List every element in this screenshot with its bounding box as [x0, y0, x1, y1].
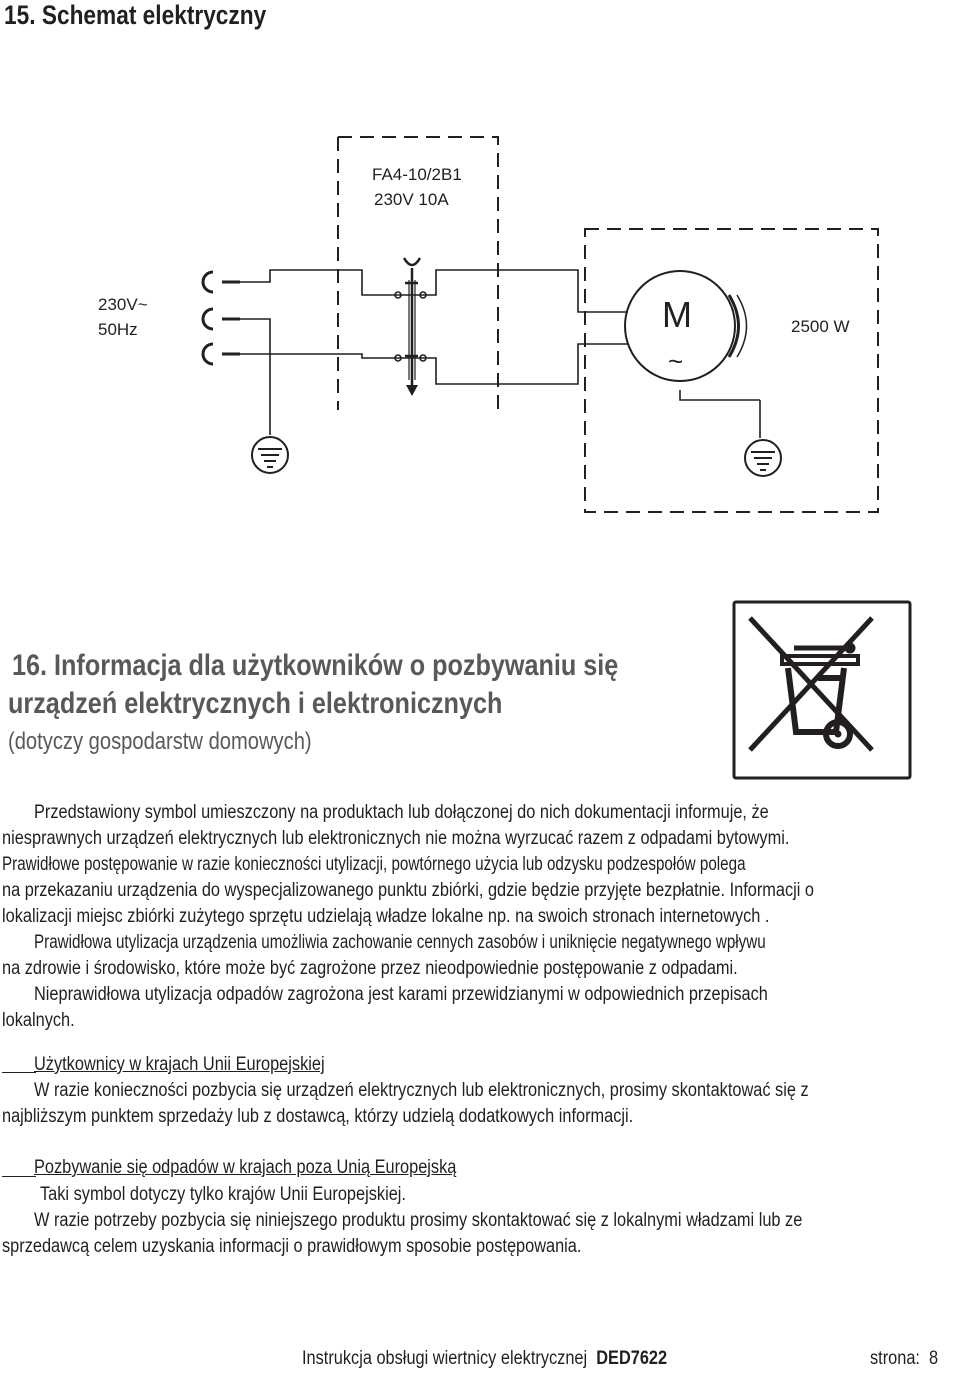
switch-actuator — [404, 258, 420, 385]
footer-manual-title — [302, 1348, 667, 1370]
footer-manual-title-text: Instrukcja obsługi wiertnicy elektrycznej — [302, 1348, 588, 1369]
para1-line3: Prawidłowe postępowanie w razie konieczności utylizacji, powtórnego użycia lub odzysku podzespołów polega — [2, 854, 746, 875]
eu-users-heading: Użytkownicy w krajach Unii Europejskiej — [34, 1054, 325, 1075]
non-eu-line1: Taki symbol dotyczy tylko krajów Unii Europejskiej. — [40, 1184, 406, 1205]
para1-line2: niesprawnych urządzeń elektrycznych lub elektronicznych nie można wyrzucać razem z odpadami bytowymi. — [2, 828, 790, 849]
para3-line2: lokalnych. — [2, 1010, 75, 1031]
plug-icon — [203, 272, 240, 364]
section-16-subtitle: (dotyczy gospodarstw domowych) — [8, 728, 312, 755]
non-eu-line2: W razie potrzeby pozbycia się niniejszego produktu prosimy skontaktować się z lokalnymi władzami lub ze — [34, 1210, 803, 1231]
breaker-model: FA4-10/2B1 — [372, 165, 462, 184]
para1-line4: na przekazaniu urządzenia do wyspecjalizowanego punktu zbiórki, gdzie będzie przyjęte bezpłatnie. Informacji o — [2, 880, 815, 901]
para3-line1: Nieprawidłowa utylizacja odpadów zagrożona jest karami przewidzianymi w odpowiednich przepisach — [34, 984, 768, 1005]
footer-page-label: strona: — [870, 1348, 920, 1369]
non-eu-line3: sprzedawcą celem uzyskania informacji o prawidłowym sposobie postępowania. — [2, 1236, 582, 1257]
para2-line1: Prawidłowa utylizacja urządzenia umożliwia zachowanie cennych zasobów i uniknięcie negatywnego wpływu — [34, 932, 766, 953]
footer-page — [870, 1348, 938, 1370]
non-eu-heading: Pozbywanie się odpadów w krajach poza Unią Europejską — [34, 1157, 457, 1178]
eu-users-line2: najbliższym punktem sprzedaży lub z dostawcą, którzy udzielą dodatkowych informacji. — [2, 1106, 634, 1127]
crossed-out-wheelie-bin-icon — [732, 600, 912, 780]
ground-icon — [745, 440, 781, 476]
breaker-rating: 230V 10A — [374, 190, 449, 209]
footer-model: DED7622 — [596, 1348, 668, 1369]
para1-line1: Przedstawiony symbol umieszczony na produktach lub dołączonej do nich dokumentacji informuje, że — [34, 802, 769, 823]
motor-letter: M — [662, 294, 692, 335]
para1-line5: lokalizacji miejsc zbiórki zużytego sprzętu udzielają władze lokalne np. na swoich stronach internetowych . — [2, 906, 770, 927]
ground-icon — [252, 437, 288, 473]
footer-page-number: 8 — [929, 1348, 939, 1369]
motor-dashed-box — [585, 229, 878, 512]
supply-voltage: 230V~ — [98, 295, 148, 314]
motor-tilde: ~ — [668, 346, 684, 376]
section-16-title-line1: 16. Informacja dla użytkowników o pozbywaniu się — [12, 649, 619, 682]
eu-users-line1: W razie konieczności pozbycia się urządzeń elektrycznych lub elektronicznych, prosimy skontaktować się z — [34, 1080, 809, 1101]
electrical-schematic — [0, 0, 960, 560]
section-15-title: 15. Schemat elektryczny — [4, 0, 267, 30]
section-16-title-line2: urządzeń elektrycznych i elektronicznych — [8, 687, 503, 720]
supply-frequency: 50Hz — [98, 320, 138, 339]
motor-power: 2500 W — [791, 317, 850, 336]
para2-line2: na zdrowie i środowisko, które może być zagrożone przez nieodpowiednie postępowanie z odpadami. — [2, 958, 738, 979]
